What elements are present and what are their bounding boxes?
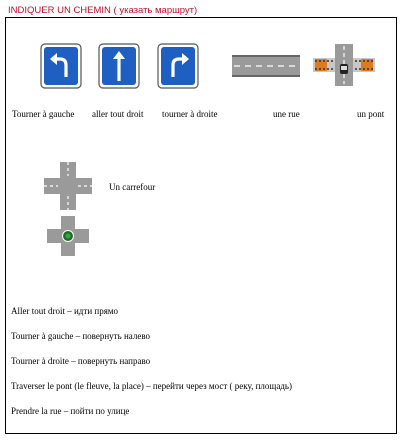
straight-ahead-label: aller tout droit [92, 109, 144, 119]
phrase-line: Aller tout droit – идти прямо [11, 306, 119, 316]
page-title: INDIQUER UN CHEMIN ( указать маршрут) [8, 5, 198, 16]
phrase-line: Tourner à droite – повернуть направо [11, 356, 151, 366]
bridge-icon [313, 44, 375, 86]
crossroad-icon [44, 162, 92, 210]
street-label: une rue [273, 109, 300, 119]
straight-ahead-sign-icon [98, 43, 140, 89]
crossroad-label: Un carrefour [109, 182, 156, 192]
phrase-line: Prendre la rue – пойти по улице [11, 406, 130, 416]
phrase-line: Traverser le pont (le fleuve, la place) – перейти через мост ( реку, площадь) [11, 381, 293, 391]
turn-right-sign-icon [157, 43, 199, 89]
roundabout-icon [47, 216, 89, 256]
street-icon [232, 55, 300, 77]
bridge-label: un pont [357, 109, 385, 119]
turn-left-sign-icon [40, 43, 82, 89]
turn-right-label: tourner à droite [162, 109, 218, 119]
phrase-line: Tourner à gauche – повернуть налево [11, 331, 151, 341]
turn-left-label: Tourner à gauche [12, 109, 75, 119]
